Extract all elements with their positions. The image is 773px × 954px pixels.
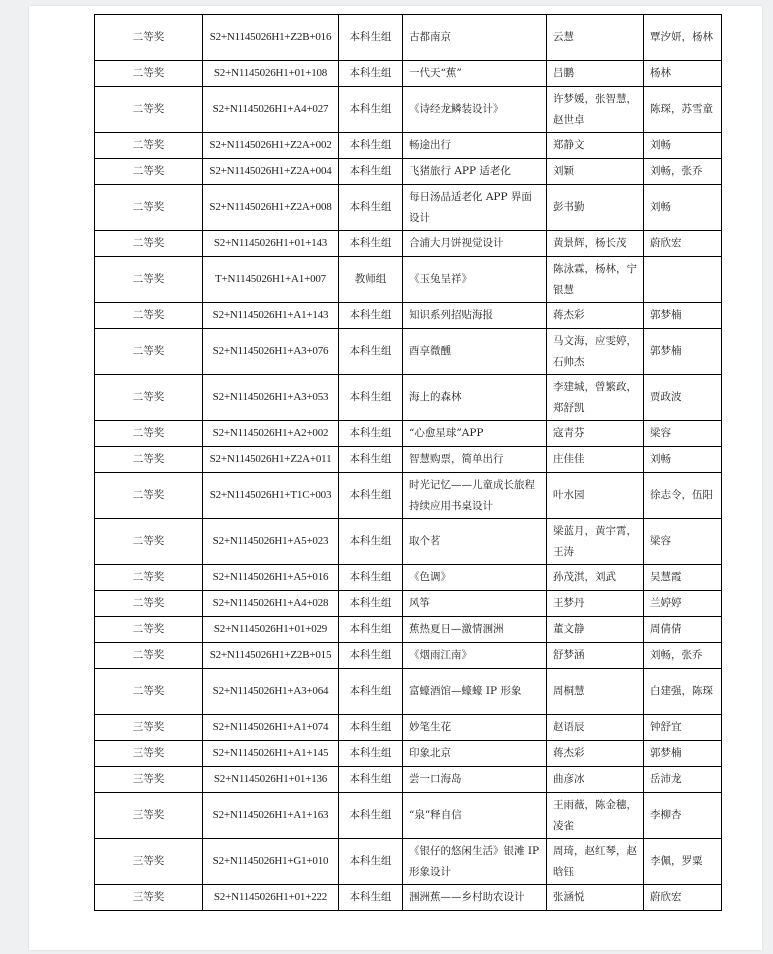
advisor-cell: 覃汐妍，杨林 [644, 15, 722, 61]
authors-cell: 刘颖 [547, 159, 644, 185]
work-title-cell: “泉”释自信 [403, 793, 547, 839]
work-title-cell: “心愈星球”APP [403, 421, 547, 447]
work-title-cell: 《银仔的悠闲生活》银滩 IP 形象设计 [403, 839, 547, 885]
advisor-cell: 李柳杏 [644, 793, 722, 839]
table-row [95, 885, 722, 911]
entry-code-cell: S2+N1145026H1+01+222 [203, 885, 339, 911]
authors-cell: 周桐慧 [547, 669, 644, 715]
authors-cell: 许梦媛，张智慧，赵世卓 [547, 87, 644, 133]
table-row [95, 669, 722, 715]
award-level-cell: 二等奖 [95, 669, 203, 715]
award-level-cell: 二等奖 [95, 159, 203, 185]
work-title-cell: 《烟雨江南》 [403, 643, 547, 669]
group-cell: 本科生组 [339, 473, 403, 519]
authors-cell: 舒梦涵 [547, 643, 644, 669]
entry-code-cell: S2+N1145026H1+Z2A+011 [203, 447, 339, 473]
work-title-cell: 知识系列招贴海报 [403, 303, 547, 329]
work-title-cell: 一代天“蕉” [403, 61, 547, 87]
table-row [95, 421, 722, 447]
table-row [95, 257, 722, 303]
table-row [95, 159, 722, 185]
authors-cell: 赵语辰 [547, 715, 644, 741]
work-title-cell: 风筝 [403, 591, 547, 617]
advisor-cell: 钟舒宜 [644, 715, 722, 741]
advisor-cell: 刘畅 [644, 185, 722, 231]
work-title-cell: 古都南京 [403, 15, 547, 61]
authors-cell: 蒋杰彩 [547, 303, 644, 329]
advisor-cell: 李佩，罗粟 [644, 839, 722, 885]
award-level-cell: 二等奖 [95, 329, 203, 375]
group-cell: 本科生组 [339, 591, 403, 617]
award-level-cell: 二等奖 [95, 473, 203, 519]
entry-code-cell: S2+N1145026H1+T1C+003 [203, 473, 339, 519]
authors-cell: 王雨薇，陈金穗，凌雀 [547, 793, 644, 839]
group-cell: 本科生组 [339, 767, 403, 793]
advisor-cell: 蔚欣宏 [644, 231, 722, 257]
award-level-cell: 三等奖 [95, 793, 203, 839]
group-cell: 本科生组 [339, 793, 403, 839]
advisor-cell: 郭梦楠 [644, 329, 722, 375]
entry-code-cell: S2+N1145026H1+Z2A+004 [203, 159, 339, 185]
table-row [95, 565, 722, 591]
entry-code-cell: S2+N1145026H1+Z2A+002 [203, 133, 339, 159]
award-level-cell: 二等奖 [95, 643, 203, 669]
authors-cell: 马文海，应雯婷，石帅杰 [547, 329, 644, 375]
authors-cell: 彭书勤 [547, 185, 644, 231]
advisor-cell: 贾政波 [644, 375, 722, 421]
entry-code-cell: T+N1145026H1+A1+007 [203, 257, 339, 303]
entry-code-cell: S2+N1145026H1+A4+027 [203, 87, 339, 133]
entry-code-cell: S2+N1145026H1+Z2B+016 [203, 15, 339, 61]
work-title-cell: 富蠔酒馆—蠔蠔 IP 形象 [403, 669, 547, 715]
work-title-cell: 海上的森林 [403, 375, 547, 421]
work-title-cell: 每日汤品适老化 APP 界面设计 [403, 185, 547, 231]
entry-code-cell: S2+N1145026H1+G1+010 [203, 839, 339, 885]
group-cell: 本科生组 [339, 839, 403, 885]
group-cell: 本科生组 [339, 329, 403, 375]
work-title-cell: 妙笔生花 [403, 715, 547, 741]
group-cell: 本科生组 [339, 741, 403, 767]
entry-code-cell: S2+N1145026H1+A5+023 [203, 519, 339, 565]
group-cell: 本科生组 [339, 715, 403, 741]
group-cell: 本科生组 [339, 617, 403, 643]
award-level-cell: 二等奖 [95, 15, 203, 61]
table-row [95, 617, 722, 643]
advisor-cell: 兰婷婷 [644, 591, 722, 617]
entry-code-cell: S2+N1145026H1+A3+076 [203, 329, 339, 375]
entry-code-cell: S2+N1145026H1+A4+028 [203, 591, 339, 617]
entry-code-cell: S2+N1145026H1+Z2B+015 [203, 643, 339, 669]
work-title-cell: 取个茗 [403, 519, 547, 565]
authors-cell: 梁蓝月，黄宇霄，王涛 [547, 519, 644, 565]
group-cell: 教师组 [339, 257, 403, 303]
authors-cell: 郑静文 [547, 133, 644, 159]
authors-cell: 张涵悦 [547, 885, 644, 911]
advisor-cell: 蔚欣宏 [644, 885, 722, 911]
table-row [95, 741, 722, 767]
table-row [95, 329, 722, 375]
entry-code-cell: S2+N1145026H1+A3+064 [203, 669, 339, 715]
work-title-cell: 尝一口海岛 [403, 767, 547, 793]
table-row [95, 715, 722, 741]
entry-code-cell: S2+N1145026H1+A5+016 [203, 565, 339, 591]
authors-cell: 董文静 [547, 617, 644, 643]
table-row [95, 839, 722, 885]
work-title-cell: 涠洲蕉——乡村助农设计 [403, 885, 547, 911]
table-row [95, 519, 722, 565]
authors-cell: 云慧 [547, 15, 644, 61]
award-level-cell: 二等奖 [95, 375, 203, 421]
award-level-cell: 二等奖 [95, 591, 203, 617]
advisor-cell: 梁容 [644, 519, 722, 565]
award-level-cell: 二等奖 [95, 447, 203, 473]
authors-cell: 蒋杰彩 [547, 741, 644, 767]
work-title-cell: 《诗经龙鳞装设计》 [403, 87, 547, 133]
award-level-cell: 二等奖 [95, 303, 203, 329]
table-row [95, 185, 722, 231]
entry-code-cell: S2+N1145026H1+Z2A+008 [203, 185, 339, 231]
work-title-cell: 时光记忆——儿童成长旅程持续应用书桌设计 [403, 473, 547, 519]
authors-cell: 庄佳佳 [547, 447, 644, 473]
group-cell: 本科生组 [339, 185, 403, 231]
entry-code-cell: S2+N1145026H1+A3+053 [203, 375, 339, 421]
advisor-cell [644, 257, 722, 303]
advisor-cell: 刘畅，张乔 [644, 643, 722, 669]
group-cell: 本科生组 [339, 565, 403, 591]
group-cell: 本科生组 [339, 15, 403, 61]
authors-cell: 周琦，赵红琴，赵晗钰 [547, 839, 644, 885]
advisor-cell: 陈琛，苏雪童 [644, 87, 722, 133]
entry-code-cell: S2+N1145026H1+01+108 [203, 61, 339, 87]
advisor-cell: 郭梦楠 [644, 741, 722, 767]
group-cell: 本科生组 [339, 87, 403, 133]
entry-code-cell: S2+N1145026H1+01+143 [203, 231, 339, 257]
group-cell: 本科生组 [339, 231, 403, 257]
group-cell: 本科生组 [339, 133, 403, 159]
authors-cell: 寇青芬 [547, 421, 644, 447]
entry-code-cell: S2+N1145026H1+A1+145 [203, 741, 339, 767]
award-level-cell: 三等奖 [95, 767, 203, 793]
advisor-cell: 刘畅 [644, 447, 722, 473]
group-cell: 本科生组 [339, 61, 403, 87]
authors-cell: 黄景辉，杨长茂 [547, 231, 644, 257]
entry-code-cell: S2+N1145026H1+A1+074 [203, 715, 339, 741]
table-row [95, 473, 722, 519]
table-row [95, 375, 722, 421]
awards-table [94, 14, 722, 911]
advisor-cell: 周倩倩 [644, 617, 722, 643]
table-row [95, 591, 722, 617]
table-row [95, 231, 722, 257]
authors-cell: 吕鹏 [547, 61, 644, 87]
authors-cell: 王梦丹 [547, 591, 644, 617]
entry-code-cell: S2+N1145026H1+A1+143 [203, 303, 339, 329]
group-cell: 本科生组 [339, 885, 403, 911]
authors-cell: 孙茂淇，刘武 [547, 565, 644, 591]
award-level-cell: 二等奖 [95, 185, 203, 231]
award-level-cell: 二等奖 [95, 565, 203, 591]
group-cell: 本科生组 [339, 669, 403, 715]
advisor-cell: 吴慧霞 [644, 565, 722, 591]
award-level-cell: 二等奖 [95, 421, 203, 447]
award-level-cell: 三等奖 [95, 839, 203, 885]
entry-code-cell: S2+N1145026H1+01+136 [203, 767, 339, 793]
work-title-cell: 畅途出行 [403, 133, 547, 159]
table-row [95, 133, 722, 159]
award-level-cell: 二等奖 [95, 231, 203, 257]
award-level-cell: 二等奖 [95, 87, 203, 133]
advisor-cell: 岳沛龙 [644, 767, 722, 793]
table-row [95, 793, 722, 839]
table-row [95, 87, 722, 133]
work-title-cell: 酉享微醺 [403, 329, 547, 375]
award-level-cell: 三等奖 [95, 715, 203, 741]
advisor-cell: 白建强，陈琛 [644, 669, 722, 715]
entry-code-cell: S2+N1145026H1+A1+163 [203, 793, 339, 839]
advisor-cell: 徐志令，伍阳 [644, 473, 722, 519]
advisor-cell: 杨林 [644, 61, 722, 87]
group-cell: 本科生组 [339, 519, 403, 565]
work-title-cell: 《色调》 [403, 565, 547, 591]
award-level-cell: 二等奖 [95, 617, 203, 643]
authors-cell: 陈泳霖，杨林，宁银慧 [547, 257, 644, 303]
work-title-cell: 《玉兔呈祥》 [403, 257, 547, 303]
authors-cell: 李建城，曾繁政，郑舒凯 [547, 375, 644, 421]
work-title-cell: 合浦大月饼视觉设计 [403, 231, 547, 257]
award-level-cell: 二等奖 [95, 257, 203, 303]
group-cell: 本科生组 [339, 159, 403, 185]
authors-cell: 叶水园 [547, 473, 644, 519]
table-row [95, 61, 722, 87]
work-title-cell: 印象北京 [403, 741, 547, 767]
advisor-cell: 梁容 [644, 421, 722, 447]
award-level-cell: 三等奖 [95, 885, 203, 911]
table-row [95, 643, 722, 669]
group-cell: 本科生组 [339, 375, 403, 421]
table-row [95, 303, 722, 329]
award-level-cell: 三等奖 [95, 741, 203, 767]
entry-code-cell: S2+N1145026H1+01+029 [203, 617, 339, 643]
authors-cell: 曲彦冰 [547, 767, 644, 793]
work-title-cell: 飞猪旅行 APP 适老化 [403, 159, 547, 185]
table-row [95, 15, 722, 61]
group-cell: 本科生组 [339, 447, 403, 473]
table-row [95, 447, 722, 473]
award-level-cell: 二等奖 [95, 133, 203, 159]
table-row [95, 767, 722, 793]
group-cell: 本科生组 [339, 421, 403, 447]
entry-code-cell: S2+N1145026H1+A2+002 [203, 421, 339, 447]
advisor-cell: 刘畅，张乔 [644, 159, 722, 185]
advisor-cell: 郭梦楠 [644, 303, 722, 329]
group-cell: 本科生组 [339, 303, 403, 329]
group-cell: 本科生组 [339, 643, 403, 669]
award-level-cell: 二等奖 [95, 61, 203, 87]
document-page [29, 6, 762, 950]
award-level-cell: 二等奖 [95, 519, 203, 565]
advisor-cell: 刘畅 [644, 133, 722, 159]
work-title-cell: 智慧购票，简单出行 [403, 447, 547, 473]
work-title-cell: 蕉热夏日—激情涠洲 [403, 617, 547, 643]
